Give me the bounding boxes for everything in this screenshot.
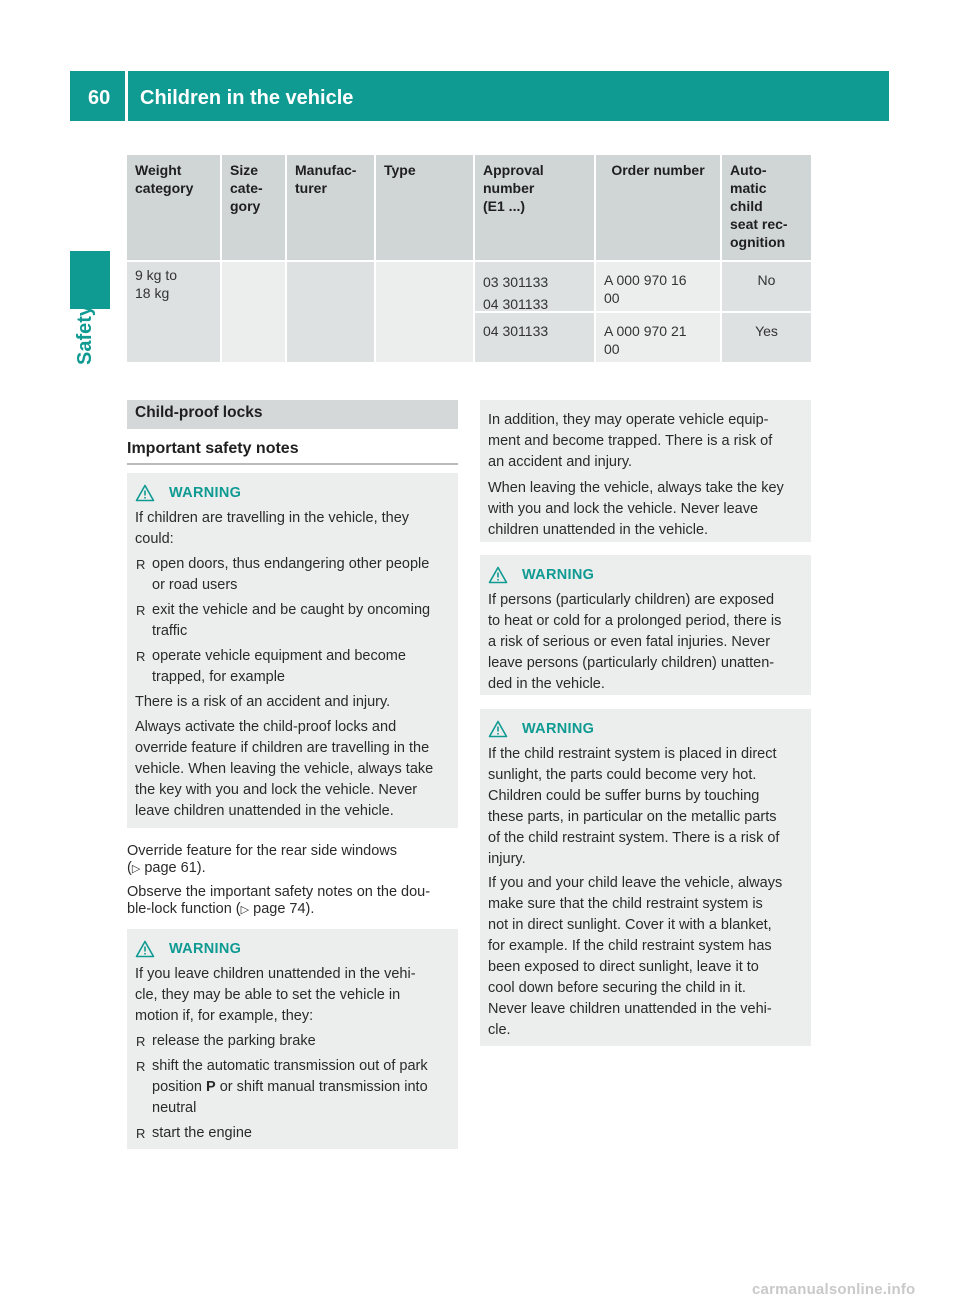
warning-risk: There is a risk of an accident and injury. <box>135 694 391 710</box>
text-line: these parts, in particular on the metallic parts <box>488 809 777 825</box>
td-order-line: A 000 970 21 <box>604 323 687 339</box>
td-approval <box>475 262 594 311</box>
text-line: to heat or cold for a prolonged period, there is <box>488 613 782 629</box>
td-manufacturer <box>287 262 374 362</box>
text-line: vehicle. When leaving the vehicle, always take <box>135 761 434 777</box>
td-order-number <box>596 313 720 362</box>
text-line: Children could be suffer burns by touching <box>488 788 760 804</box>
th-approval-line: Approval <box>483 162 544 178</box>
text-line: ( <box>127 860 132 876</box>
th-approval-line: (E1 ...) <box>483 198 526 214</box>
th-auto-line: seat rec- <box>730 216 788 232</box>
th-weight-line: Weight <box>135 162 182 178</box>
page-link[interactable]: page 61). <box>144 860 206 876</box>
list-item <box>135 554 450 596</box>
bullet-r-icon: R <box>136 649 146 664</box>
text-line: When leaving the vehicle, always take the key <box>488 480 784 496</box>
th-size <box>222 155 285 260</box>
page-link[interactable]: page 74). <box>253 901 315 917</box>
text-line: cle. <box>488 1022 511 1038</box>
warning-heading <box>135 483 450 503</box>
text-line: shift the automatic transmission out of park <box>152 1058 428 1074</box>
warning-box <box>127 473 458 828</box>
page-title: Children in the vehicle <box>140 87 354 109</box>
td-order-line: 00 <box>604 341 620 357</box>
text-line: neutral <box>152 1100 197 1116</box>
text-line: position <box>152 1079 207 1095</box>
warning-label: WARNING <box>169 485 242 501</box>
td-approval-line: 03 301133 <box>483 274 549 290</box>
paragraph-override <box>127 843 397 878</box>
side-tab-label: Safety <box>74 304 96 365</box>
td-weight <box>127 262 220 362</box>
bullet-r-icon: R <box>136 557 146 572</box>
text-line: If the child restraint system is placed in direct <box>488 746 777 762</box>
continuation-box <box>480 400 811 542</box>
warning-box <box>480 709 811 1046</box>
side-tab-marker <box>70 251 110 309</box>
td-size <box>222 262 285 362</box>
th-manufacturer <box>287 155 374 260</box>
text-line: Never leave children unattended in the vehi- <box>488 1001 772 1017</box>
bullet-r-icon: R <box>136 603 146 618</box>
th-auto-line: child <box>730 198 763 214</box>
list-item <box>135 600 450 642</box>
th-approval <box>475 155 594 260</box>
warning-label: WARNING <box>522 721 595 737</box>
warning-box <box>480 555 811 695</box>
text-line: ded in the vehicle. <box>488 676 605 692</box>
warning-text <box>135 964 450 1027</box>
warning-label: WARNING <box>522 567 595 583</box>
text-line: If children are travelling in the vehicle, they <box>135 510 410 526</box>
th-auto-line: matic <box>730 180 767 196</box>
td-approval <box>475 313 594 362</box>
td-order-line: A 000 970 16 <box>604 272 687 288</box>
subsection-title: Important safety notes <box>127 440 299 457</box>
td-auto-recognition <box>722 262 811 311</box>
warning-triangle-icon <box>135 484 155 502</box>
gear-position-p: P <box>206 1079 216 1095</box>
text-line: override feature if children are travelling in the <box>135 740 430 756</box>
warning-text <box>135 508 450 550</box>
bullet-r-icon: R <box>136 1059 146 1074</box>
td-order-number <box>596 262 720 311</box>
text-line: start the engine <box>152 1125 252 1141</box>
warning-heading <box>135 939 450 959</box>
text-line: an accident and injury. <box>488 454 633 470</box>
th-order-number <box>596 155 720 260</box>
td-weight-line: 18 kg <box>135 285 170 301</box>
paragraph <box>488 410 803 473</box>
th-auto-line: Auto- <box>730 162 767 178</box>
text-line: leave children unattended in the vehicle. <box>135 803 394 819</box>
text-line: release the parking brake <box>152 1033 316 1049</box>
text-line: operate vehicle equipment and become <box>152 648 406 664</box>
section-title: Child-proof locks <box>135 404 263 421</box>
warning-advice <box>135 717 450 822</box>
text-line: If persons (particularly children) are exposed <box>488 592 775 608</box>
bullet-r-icon: R <box>136 1034 146 1049</box>
td-auto-value: Yes <box>755 323 778 339</box>
th-size-line: Size <box>230 162 259 178</box>
text-line: could: <box>135 531 174 547</box>
text-line: with you and lock the vehicle. Never leave <box>488 501 759 517</box>
th-type-line: Type <box>384 162 416 178</box>
th-auto-line: ognition <box>730 234 786 250</box>
th-weight <box>127 155 220 260</box>
td-auto-value: No <box>757 272 776 288</box>
page-reference-triangle-icon: ▷ <box>240 904 250 916</box>
warning-text <box>488 873 803 1041</box>
warning-label: WARNING <box>169 941 242 957</box>
text-line: the key with you and lock the vehicle. Never <box>135 782 418 798</box>
text-line: exit the vehicle and be caught by oncoming <box>152 602 431 618</box>
text-line: make sure that the child restraint system is <box>488 896 763 912</box>
warning-heading <box>488 565 803 585</box>
th-type <box>376 155 473 260</box>
text-line: or road users <box>152 577 238 593</box>
warning-text <box>488 590 803 695</box>
th-weight-line: category <box>135 180 194 196</box>
th-manufacturer-line: Manufac- <box>295 162 357 178</box>
child-seat-table <box>127 155 811 362</box>
text-line: children unattended in the vehicle. <box>488 522 709 538</box>
td-type <box>376 262 473 362</box>
text-line: open doors, thus endangering other people <box>152 556 430 572</box>
page-reference-triangle-icon: ▷ <box>131 863 141 875</box>
text-line: sunlight, the parts could become very hot. <box>488 767 757 783</box>
bullet-r-icon: R <box>136 1126 146 1141</box>
th-manufacturer-line: turer <box>295 180 327 196</box>
warning-triangle-icon <box>488 566 508 584</box>
text-line: If you leave children unattended in the vehi- <box>135 966 416 982</box>
text-line: injury. <box>488 851 526 867</box>
warning-triangle-icon <box>135 940 155 958</box>
watermark: carmanualsonline.info <box>752 1281 916 1298</box>
text-line: ment and become trapped. There is a risk of <box>488 433 773 449</box>
th-size-line: gory <box>230 198 261 214</box>
text-line: of the child restraint system. There is a risk of <box>488 830 780 846</box>
text-line: cool down before securing the child in it. <box>488 980 746 996</box>
header-divider <box>125 71 128 121</box>
text-line: In addition, they may operate vehicle equip- <box>488 412 769 428</box>
text-line: been exposed to direct sunlight, leave it to <box>488 959 759 975</box>
list-item <box>135 1031 450 1052</box>
text-line: or shift manual transmission into <box>215 1079 428 1095</box>
td-order-line: 00 <box>604 290 620 306</box>
paragraph <box>488 478 803 541</box>
text-line: motion if, for example, they: <box>135 1008 314 1024</box>
text-line: Override feature for the rear side windows <box>127 843 397 859</box>
list-item <box>135 1123 450 1144</box>
td-weight-line: 9 kg to <box>135 267 178 283</box>
warning-text <box>488 744 803 870</box>
th-approval-line: number <box>483 180 535 196</box>
th-auto-recognition <box>722 155 811 260</box>
text-line: ble-lock function ( <box>127 901 241 917</box>
paragraph-double-lock <box>127 884 430 919</box>
td-approval-line: 04 301133 <box>483 323 549 339</box>
th-order-line: Order number <box>611 162 705 178</box>
text-line: leave persons (particularly children) unatten- <box>488 655 775 671</box>
list-item <box>135 646 450 688</box>
text-line: not in direct sunlight. Cover it with a blanket, <box>488 917 772 933</box>
list-item <box>135 1056 450 1119</box>
text-line: trapped, for example <box>152 669 285 685</box>
text-line: traffic <box>152 623 188 639</box>
warning-box <box>127 929 458 1149</box>
warning-triangle-icon <box>488 720 508 738</box>
text-line: for example. If the child restraint system has <box>488 938 772 954</box>
text-line: If you and your child leave the vehicle, always <box>488 875 783 891</box>
warning-heading <box>488 719 803 739</box>
th-size-line: cate- <box>230 180 263 196</box>
text-line: a risk of serious or even fatal injuries. Never <box>488 634 771 650</box>
page-number: 60 <box>88 87 111 109</box>
td-auto-recognition <box>722 313 811 362</box>
td-approval-line: 04 301133 <box>483 296 549 312</box>
subsection-rule <box>127 463 458 465</box>
text-line: cle, they may be able to set the vehicle in <box>135 987 401 1003</box>
text-line: Always activate the child-proof locks and <box>135 719 397 735</box>
text-line: Observe the important safety notes on the dou- <box>127 884 431 900</box>
